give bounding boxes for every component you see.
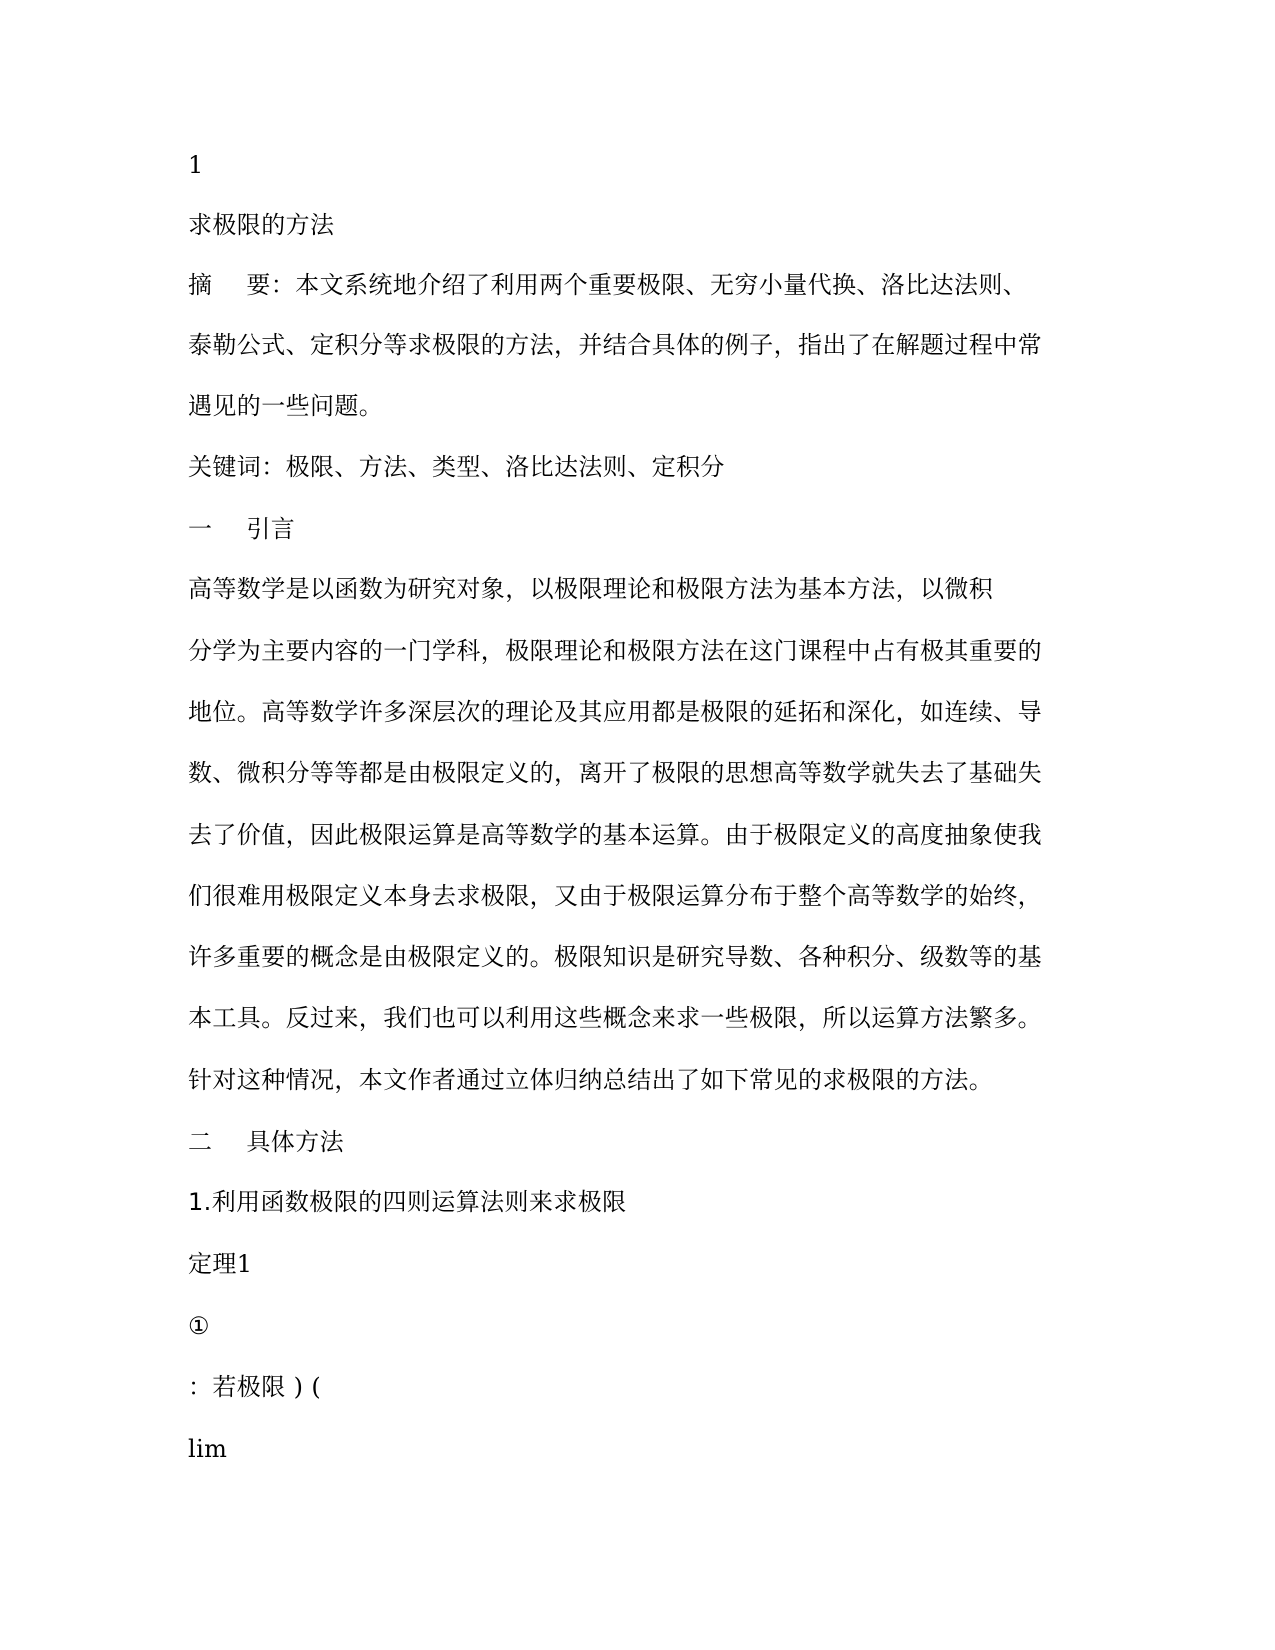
abstract-line-3: 遇见的一些问题。	[188, 392, 384, 420]
paragraph-line: 们很难用极限定义本身去求极限，又由于极限运算分布于整个高等数学的始终，	[188, 882, 1042, 910]
abstract-label-b: 要：本文系统地介绍了利用两个重要极限、无穷小量代换、洛比达法则、	[246, 271, 1028, 299]
abstract-label-a: 摘	[188, 271, 213, 299]
theorem-condition: ：若极限 ) (	[188, 1373, 322, 1401]
paragraph-line: 去了价值，因此极限运算是高等数学的基本运算。由于极限定义的高度抽象使我	[188, 821, 1042, 849]
paragraph-line: 高等数学是以函数为研究对象，以极限理论和极限方法为基本方法，以微积	[188, 575, 994, 603]
keywords: 关键词：极限、方法、类型、洛比达法则、定积分	[188, 453, 725, 481]
paragraph-line: 许多重要的概念是由极限定义的。极限知识是研究导数、各种积分、级数等的基	[188, 943, 1042, 971]
paragraph-line: 针对这种情况，本文作者通过立体归纳总结出了如下常见的求极限的方法。	[188, 1066, 994, 1094]
page-number: 1	[188, 151, 204, 179]
section-title: 引言	[246, 515, 296, 543]
abstract-line-1	[188, 270, 1027, 300]
limit-symbol: lim	[188, 1435, 228, 1463]
section-title: 具体方法	[246, 1128, 345, 1156]
paragraph-line: 本工具。反过来，我们也可以利用这些概念来求一些极限，所以运算方法繁多。	[188, 1004, 1042, 1032]
paragraph-line: 分学为主要内容的一门学科，极限理论和极限方法在这门课程中占有极其重要的	[188, 637, 1042, 665]
document-title: 求极限的方法	[188, 211, 335, 239]
subsection-heading: 1.利用函数极限的四则运算法则来求极限	[188, 1188, 627, 1216]
section-number: 一	[188, 515, 213, 543]
section-heading-intro	[188, 514, 295, 544]
theorem-label: 定理1	[188, 1250, 253, 1278]
section-number: 二	[188, 1128, 213, 1156]
paragraph-line: 地位。高等数学许多深层次的理论及其应用都是极限的延拓和深化，如连续、导	[188, 698, 1042, 726]
abstract-line-2: 泰勒公式、定积分等求极限的方法，并结合具体的例子，指出了在解题过程中常	[188, 331, 1042, 359]
paragraph-line: 数、微积分等等都是由极限定义的，离开了极限的思想高等数学就失去了基础失	[188, 759, 1042, 787]
circled-number: ①	[188, 1312, 210, 1340]
section-heading-methods	[188, 1127, 344, 1157]
